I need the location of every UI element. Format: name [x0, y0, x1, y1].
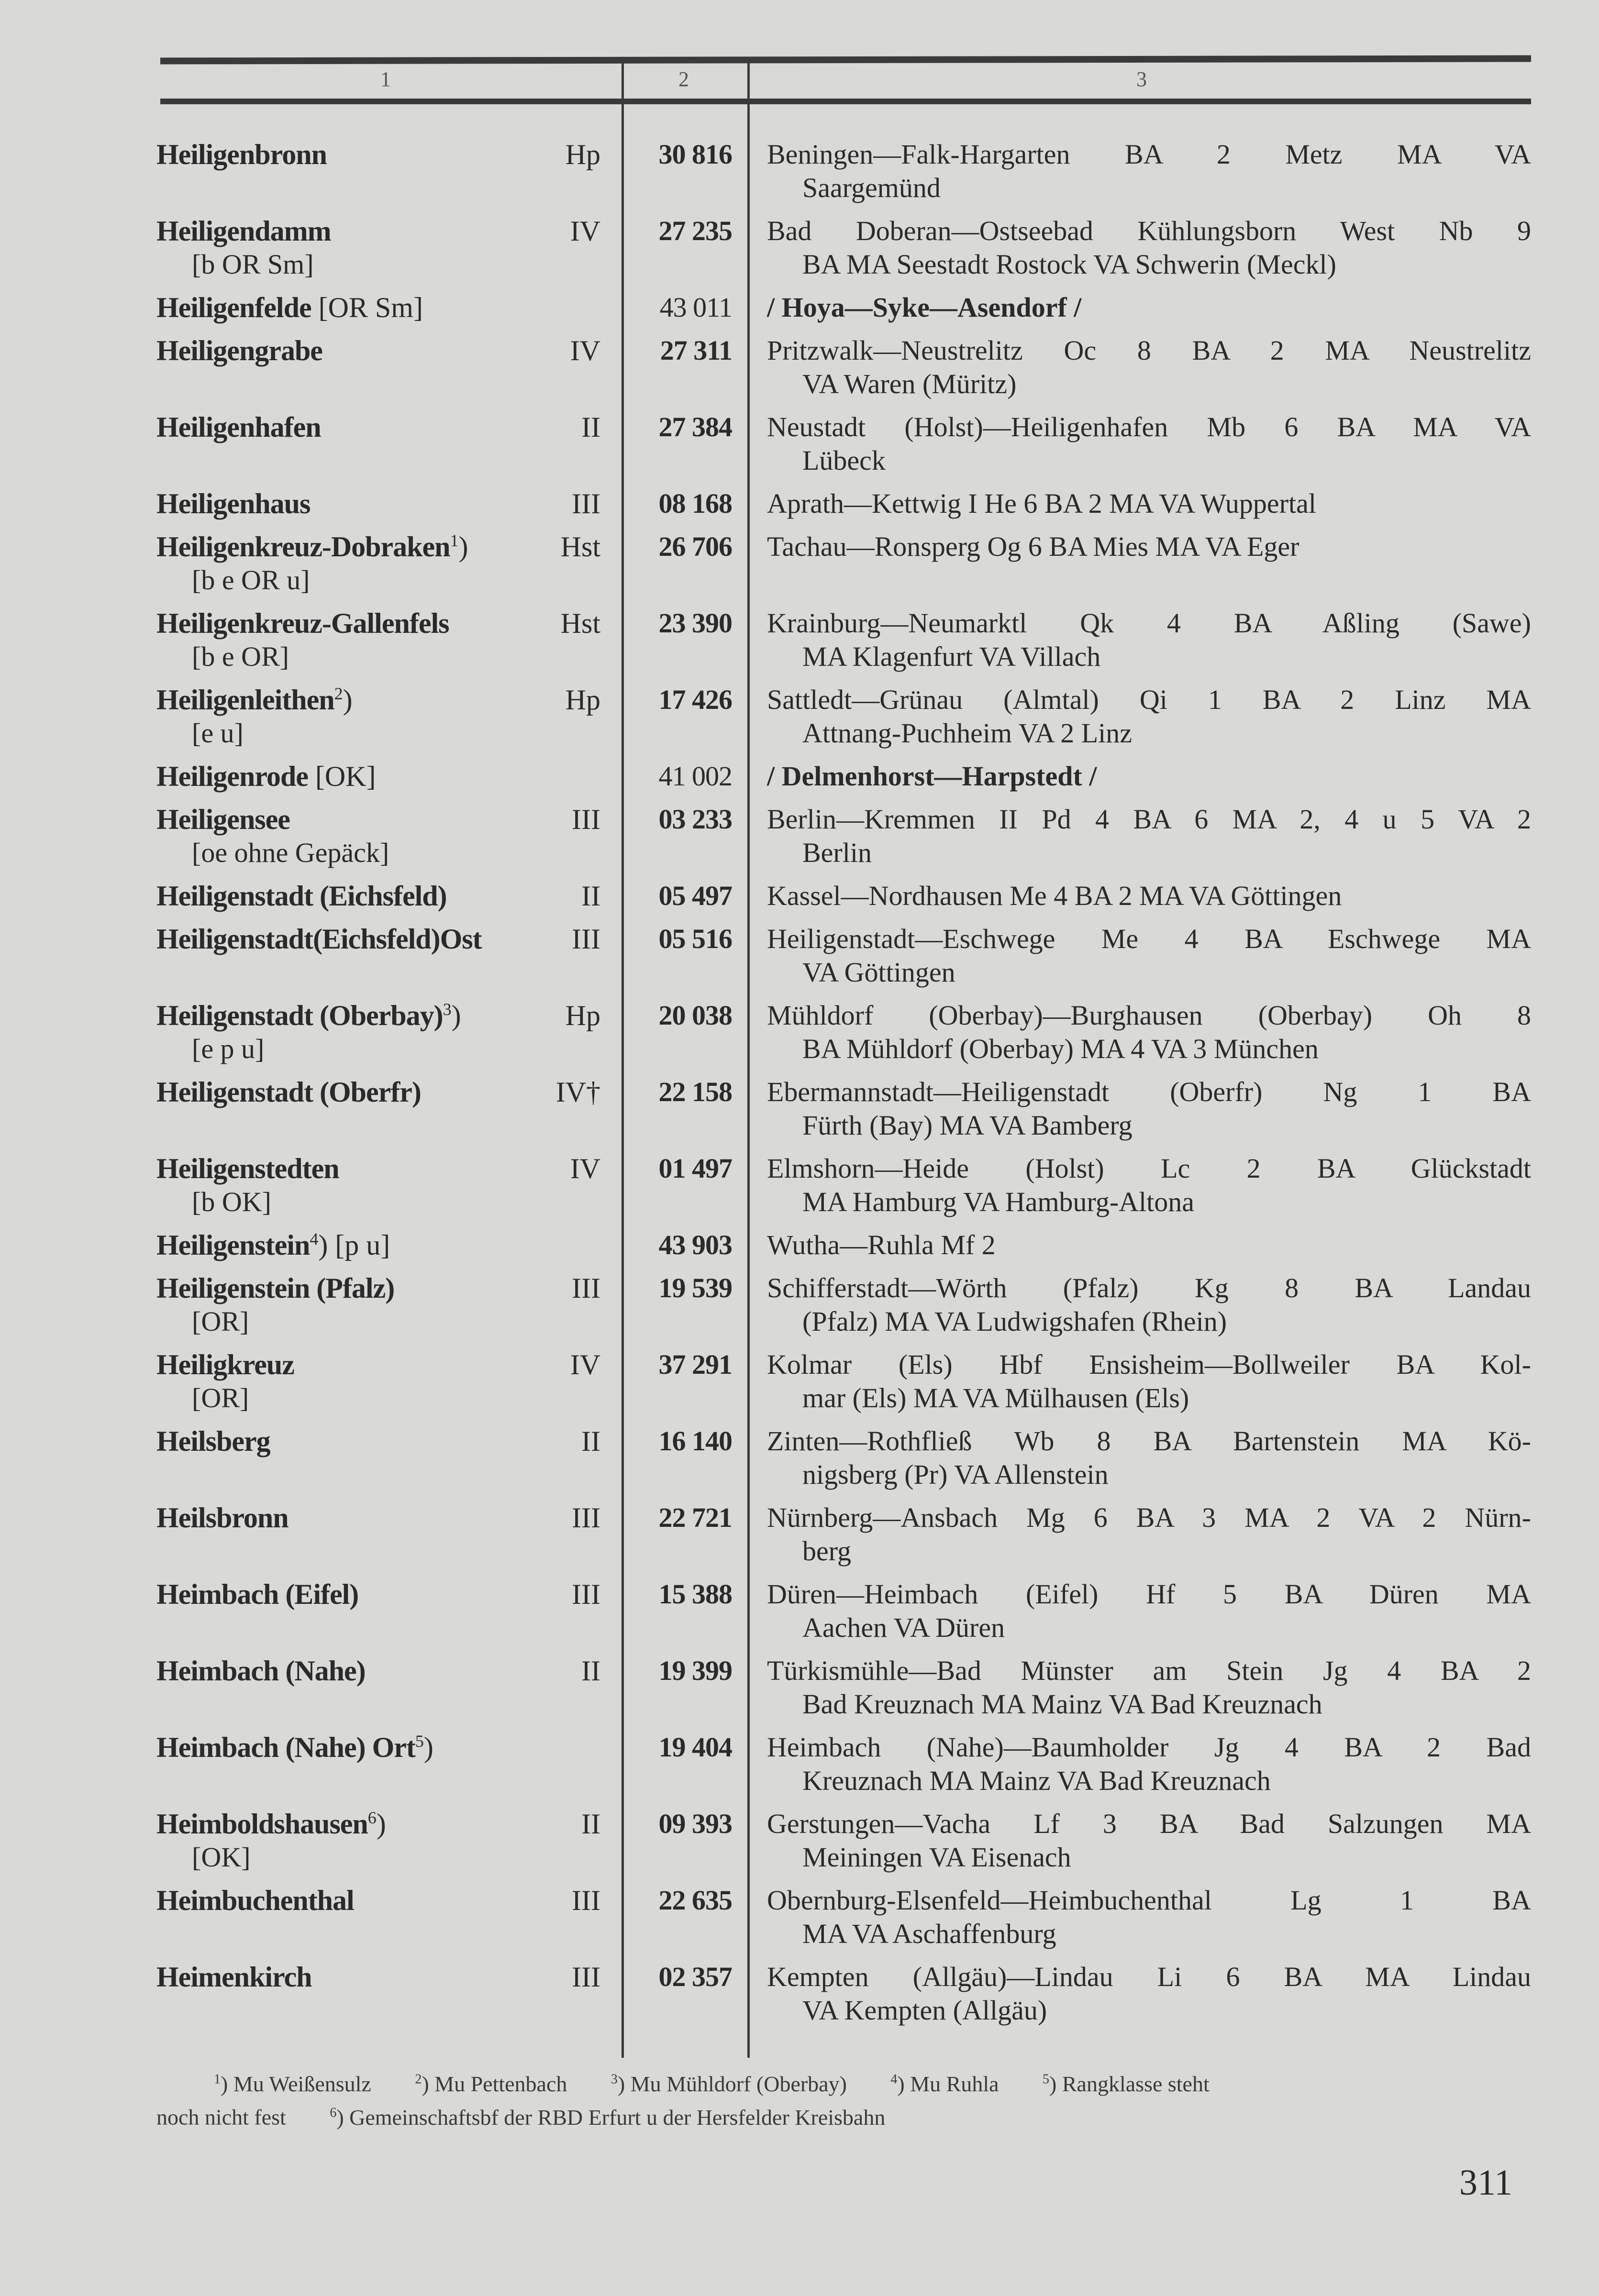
route-description [767, 410, 1531, 477]
station-number: 19 404 [658, 1732, 732, 1763]
route-line: Elmshorn—Heide (Holst) Lc 2 BA Glückstadt [767, 1153, 1531, 1184]
station-number: 37 291 [658, 1349, 732, 1380]
route-line: VA Kempten (Allgäu) [802, 1995, 1047, 2026]
station-remark: [OK] [192, 1842, 251, 1873]
station-name: Heiligenkreuz-Gallenfels [156, 607, 449, 639]
station-number: 15 388 [658, 1578, 732, 1610]
footnote-mark: 1 [214, 2072, 221, 2087]
route-line: Düren—Heimbach (Eifel) Hf 5 BA Düren MA [767, 1578, 1531, 1610]
station-number: 22 635 [658, 1885, 732, 1916]
route-description [767, 879, 1531, 913]
station-name-cell [156, 607, 449, 640]
route-line: Schifferstadt—Wörth (Pfalz) Kg 8 BA Landau [767, 1272, 1531, 1303]
route-line: Kolmar (Els) Hbf Ensisheim—Bollweiler BA Kol- [767, 1349, 1531, 1380]
station-class: III [572, 488, 600, 519]
table-row [156, 1424, 1531, 1501]
station-name: Heiligenbronn [156, 139, 327, 170]
station-number: 05 497 [658, 880, 732, 911]
route-line: BA Mühldorf (Oberbay) MA 4 VA 3 München [802, 1033, 1319, 1064]
table-row [156, 760, 1531, 803]
station-class: Hst [560, 607, 600, 639]
station-name-cell [156, 334, 322, 367]
station-remark: [e u] [192, 718, 244, 749]
footnote-text: ) Mu Pettenbach [422, 2072, 567, 2097]
table-row [156, 1271, 1531, 1348]
station-name-cell [156, 487, 310, 520]
station-class: Hp [565, 1000, 600, 1031]
station-name-cell [156, 214, 331, 248]
route-line: Heimbach (Nahe)—Baumholder Jg 4 BA 2 Bad [767, 1732, 1531, 1763]
station-name: Heiligenhafen [156, 411, 321, 443]
route-line: BA MA Seestadt Rostock VA Schwerin (Meckl) [802, 249, 1336, 280]
route-description [767, 1271, 1531, 1338]
station-class: III [572, 804, 600, 835]
route-line: Heiligenstadt—Eschwege Me 4 BA Eschwege MA [767, 923, 1531, 954]
table-row [156, 1501, 1531, 1578]
station-name-cell [156, 1884, 354, 1917]
route-line: Mühldorf (Oberbay)—Burghausen (Oberbay) Oh 8 [767, 1000, 1531, 1031]
route-description [767, 607, 1531, 673]
station-list [156, 138, 1531, 2037]
route-line: Attnang-Puchheim VA 2 Linz [802, 718, 1132, 749]
station-number: 19 539 [658, 1272, 732, 1303]
route-description [767, 922, 1531, 989]
station-name-cell: Heimboldshausen$^6$) [156, 1808, 386, 1840]
station-name: Heiligengrabe [156, 335, 322, 366]
table-row [156, 1884, 1531, 1960]
route-description [767, 138, 1531, 205]
station-name: Heiligenfelde [156, 292, 311, 323]
table-row [156, 922, 1531, 999]
station-remark: [oe ohne Gepäck] [192, 837, 389, 868]
route-description [767, 999, 1531, 1066]
route-line: MA Hamburg VA Hamburg-Altona [802, 1186, 1194, 1217]
route-description [767, 1807, 1531, 1874]
station-name: Heilsberg [156, 1425, 270, 1457]
route-line: Berlin—Kremmen II Pd 4 BA 6 MA 2, 4 u 5 VA 2 [767, 804, 1531, 835]
station-name: Heiligenstedten [156, 1153, 339, 1184]
station-name: Heiligenstadt (Oberfr) [156, 1076, 421, 1108]
table-row [156, 138, 1531, 214]
station-remark: [b OK] [192, 1186, 271, 1217]
station-class: III [572, 923, 600, 955]
station-number: 22 158 [658, 1076, 732, 1107]
route-line: Tachau—Ronsperg Og 6 BA Mies MA VA Eger [767, 531, 1299, 562]
station-class: II [581, 411, 600, 443]
station-remark: [OR Sm] [311, 292, 423, 323]
route-line: MA VA Aschaffenburg [802, 1918, 1056, 1949]
route-line: Krainburg—Neumarktl Qk 4 BA Aßling (Sawe) [767, 607, 1531, 639]
table-row [156, 607, 1531, 683]
route-description [767, 1152, 1531, 1219]
station-number: 01 497 [658, 1153, 732, 1184]
footnote-ref: 5 [415, 1732, 424, 1751]
station-number: 09 393 [658, 1808, 732, 1839]
route-line: Sattledt—Grünau (Almtal) Qi 1 BA 2 Linz MA [767, 684, 1531, 715]
station-name-cell [156, 1960, 312, 1994]
footnotes [156, 2065, 1531, 2132]
route-description [767, 1884, 1531, 1951]
footnote-ref: 1 [450, 531, 459, 550]
footnote-mark: 6 [330, 2105, 337, 2120]
table-row [156, 1075, 1531, 1152]
route-description [767, 760, 1531, 793]
table-row [156, 1960, 1531, 2037]
route-line: Bad Kreuznach MA Mainz VA Bad Kreuznach [802, 1689, 1322, 1720]
route-line: nigsberg (Pr) VA Allenstein [802, 1459, 1109, 1490]
station-number: 20 038 [658, 1000, 732, 1031]
route-description [767, 334, 1531, 401]
station-number: 43 011 [659, 292, 732, 323]
station-number: 05 516 [658, 923, 732, 954]
table-row [156, 1152, 1531, 1228]
station-number: 26 706 [658, 531, 732, 562]
station-name: Heiligenstein (Pfalz) [156, 1272, 395, 1304]
station-name-cell [156, 760, 376, 793]
station-number: 27 384 [658, 411, 732, 442]
station-class: II [581, 1655, 600, 1687]
station-class: II [581, 1425, 600, 1457]
route-description [767, 1501, 1531, 1568]
station-remark: [b e OR u] [192, 564, 310, 596]
station-number: 19 399 [658, 1655, 732, 1686]
station-number: 16 140 [658, 1425, 732, 1457]
route-line: MA Klagenfurt VA Villach [802, 641, 1101, 672]
station-class: Hp [565, 684, 600, 716]
route-description [767, 1578, 1531, 1645]
route-line: Meiningen VA Eisenach [802, 1842, 1071, 1873]
footnote-ref: 2 [334, 684, 343, 703]
footnote-text: ) Rangklasse steht [1049, 2072, 1210, 2097]
station-name-cell [156, 1654, 366, 1688]
station-name: Heimbach (Eifel) [156, 1578, 359, 1610]
station-name-cell: Heiligenstadt (Oberbay)$^3$) [156, 1000, 461, 1031]
station-name: Heiligenstadt(Eichsfeld)Ost [156, 923, 482, 955]
station-name: Heiligenhaus [156, 488, 311, 519]
station-remark: [e p u] [192, 1033, 265, 1064]
table-row [156, 1348, 1531, 1424]
station-number: 08 168 [658, 488, 732, 519]
station-remark: [p u] [328, 1229, 390, 1261]
station-name: Heimbach (Nahe) [156, 1655, 366, 1687]
station-name: Heiligensee [156, 804, 290, 835]
station-remark: [b e OR] [192, 641, 289, 672]
route-line: Beningen—Falk-Hargarten BA 2 Metz MA VA [767, 139, 1531, 170]
footnote-text: ) Gemeinschaftsbf der RBD Erfurt u der Hersfelder Kreisbahn [336, 2105, 886, 2130]
route-description [767, 1348, 1531, 1415]
route-line: Pritzwalk—Neustrelitz Oc 8 BA 2 MA Neustrelitz [767, 335, 1531, 366]
station-class: III [572, 1578, 600, 1610]
footnote-ref: 4 [310, 1229, 319, 1248]
route-line: VA Waren (Müritz) [802, 368, 1017, 399]
station-class: IV [570, 1153, 600, 1184]
table-row [156, 1578, 1531, 1654]
route-line: Kreuznach MA Mainz VA Bad Kreuznach [802, 1765, 1271, 1796]
station-number: 27 235 [658, 215, 732, 246]
station-name: Heiligenstadt (Oberbay) [156, 1000, 443, 1031]
route-description [767, 1424, 1531, 1491]
footnote-3 [573, 2072, 847, 2096]
station-name-cell [156, 1271, 394, 1305]
station-number: 17 426 [658, 684, 732, 715]
table-row [156, 1654, 1531, 1731]
station-name: Heiligendamm [156, 215, 331, 247]
route-line: Berlin [802, 837, 872, 868]
route-line: Gerstungen—Vacha Lf 3 BA Bad Salzungen MA [767, 1808, 1531, 1839]
footnote-2 [377, 2072, 567, 2096]
route-description [767, 683, 1531, 750]
station-class: Hp [565, 139, 600, 170]
footnote-mark: 3 [611, 2072, 618, 2087]
station-number: 22 721 [658, 1502, 732, 1533]
footnote-5-continued: noch nicht fest [156, 2105, 286, 2130]
route-line: berg [802, 1535, 852, 1567]
route-line: Lübeck [802, 445, 886, 476]
station-name: Heiligenstein [156, 1229, 310, 1261]
route-description [767, 1731, 1531, 1798]
station-name-cell: Heiligenstein$^4$) [p u] [156, 1229, 390, 1261]
station-name: Heimboldshausen [156, 1808, 368, 1840]
station-class: III [572, 1961, 600, 1993]
table-row [156, 879, 1531, 922]
route-line: Wutha—Ruhla Mf 2 [767, 1229, 996, 1260]
station-class: III [572, 1885, 600, 1916]
footnote-text: ) Mu Weißensulz [221, 2072, 371, 2097]
station-remark: [OK] [308, 761, 376, 792]
footnote-5 [1004, 2072, 1210, 2096]
route-description [767, 1075, 1531, 1142]
station-name-cell [156, 138, 327, 171]
table-row [156, 1807, 1531, 1884]
route-line: Ebermannstadt—Heiligenstadt (Oberfr) Ng 1 BA [767, 1076, 1531, 1107]
station-number: 23 390 [658, 607, 732, 639]
station-name-cell [156, 1424, 270, 1458]
page-number: 311 [1459, 2163, 1513, 2203]
route-description [767, 1960, 1531, 2027]
header-top-rule [160, 55, 1531, 64]
station-name-cell [156, 1348, 294, 1381]
footnote-mark: 5 [1043, 2072, 1050, 2087]
table-row [156, 334, 1531, 410]
station-name-cell [156, 879, 447, 913]
column-header-3: 3 [1136, 67, 1147, 91]
station-name-cell [156, 1075, 421, 1109]
footnote-text: ) Mu Mühldorf (Oberbay) [617, 2072, 847, 2097]
station-class: II [581, 1808, 600, 1840]
station-number: 02 357 [658, 1961, 732, 1992]
table-row [156, 410, 1531, 487]
station-class: II [581, 880, 600, 912]
route-line: VA Göttingen [802, 957, 955, 988]
station-name: Heiligenrode [156, 761, 308, 792]
station-name-cell [156, 1578, 358, 1611]
station-name-cell: Heiligenkreuz-Dobraken$^1$) [156, 531, 468, 563]
station-name-cell [156, 291, 423, 324]
station-name-cell [156, 1152, 339, 1185]
footnote-ref: 3 [443, 1000, 452, 1019]
footnote-6 [291, 2105, 885, 2130]
route-description [767, 291, 1531, 324]
header-bottom-rule [160, 99, 1531, 104]
station-name-cell [156, 922, 482, 956]
station-number: 30 816 [658, 139, 732, 170]
footnote-text: ) Mu Ruhla [897, 2072, 999, 2097]
route-line: Aprath—Kettwig I He 6 BA 2 MA VA Wuppertal [767, 488, 1316, 519]
station-remark: [OR] [192, 1306, 249, 1337]
route-description [767, 1228, 1531, 1262]
table-row [156, 1228, 1531, 1271]
footnote-1 [156, 2072, 371, 2096]
station-name: Heiligenleithen [156, 684, 334, 716]
route-line: / Delmenhorst—Harpstedt / [767, 761, 1097, 792]
footnote-mark: 4 [890, 2072, 898, 2087]
footnote-4 [852, 2072, 999, 2096]
station-number: 43 903 [658, 1229, 732, 1260]
route-line: Türkismühle—Bad Münster am Stein Jg 4 BA 2 [767, 1655, 1531, 1686]
route-line: Kempten (Allgäu)—Lindau Li 6 BA MA Lindau [767, 1961, 1531, 1992]
station-remark: [b OR Sm] [192, 249, 314, 280]
station-class: IV [570, 335, 600, 366]
route-line: Obernburg-Elsenfeld—Heimbuchenthal Lg 1 BA [767, 1885, 1531, 1916]
table-row [156, 530, 1531, 607]
station-number: 03 233 [658, 804, 732, 835]
station-class: IV [570, 215, 600, 247]
table-row [156, 999, 1531, 1075]
station-name-cell [156, 1501, 289, 1534]
station-name: Heimenkirch [156, 1961, 312, 1993]
table-row [156, 214, 1531, 291]
station-name-cell [156, 803, 290, 836]
column-header-1: 1 [380, 67, 391, 91]
route-description [767, 530, 1531, 563]
station-number: 27 311 [660, 335, 732, 366]
route-line: Fürth (Bay) MA VA Bamberg [802, 1110, 1133, 1141]
station-number: 41 002 [658, 761, 732, 792]
route-description [767, 487, 1531, 520]
station-class: IV† [555, 1076, 600, 1108]
station-name: Heimbach (Nahe) Ort [156, 1732, 415, 1763]
route-line: Zinten—Rothfließ Wb 8 BA Bartenstein MA Kö- [767, 1425, 1531, 1457]
route-line: Saargemünd [802, 172, 941, 203]
footnote-mark: 2 [415, 2072, 422, 2087]
route-description [767, 803, 1531, 870]
station-class: Hst [560, 531, 600, 563]
route-line: mar (Els) MA VA Mülhausen (Els) [802, 1382, 1189, 1413]
route-line: / Hoya—Syke—Asendorf / [767, 292, 1082, 323]
station-name-cell: Heiligenleithen$^2$) [156, 684, 353, 716]
station-name-cell [156, 410, 321, 444]
route-line: Kassel—Nordhausen Me 4 BA 2 MA VA Göttingen [767, 880, 1342, 911]
station-name: Heiligenkreuz-Dobraken [156, 531, 450, 563]
column-header-2: 2 [678, 67, 689, 91]
station-class: III [572, 1502, 600, 1534]
table-row [156, 487, 1531, 530]
table-row [156, 803, 1531, 879]
route-line: Bad Doberan—Ostseebad Kühlungsborn West Nb 9 [767, 215, 1531, 246]
route-line: Aachen VA Düren [802, 1612, 1005, 1643]
station-class: III [572, 1272, 600, 1304]
station-name-cell: Heimbach (Nahe) Ort$^5$) [156, 1732, 433, 1763]
station-name: Heiligenstadt (Eichsfeld) [156, 880, 447, 912]
station-name: Heilsbronn [156, 1502, 289, 1534]
route-description [767, 1654, 1531, 1721]
footnote-ref: 6 [367, 1808, 377, 1827]
station-name: Heimbuchenthal [156, 1885, 354, 1916]
route-description [767, 214, 1531, 281]
route-line: Nürnberg—Ansbach Mg 6 BA 3 MA 2 VA 2 Nürn- [767, 1502, 1531, 1533]
station-class: IV [570, 1349, 600, 1380]
table-row [156, 291, 1531, 334]
station-name: Heiligkreuz [156, 1349, 294, 1380]
station-remark: [OR] [192, 1382, 249, 1413]
route-line: Neustadt (Holst)—Heiligenhafen Mb 6 BA MA VA [767, 411, 1531, 442]
table-row [156, 1731, 1531, 1807]
table-row [156, 683, 1531, 760]
route-line: (Pfalz) MA VA Ludwigshafen (Rhein) [802, 1306, 1227, 1337]
